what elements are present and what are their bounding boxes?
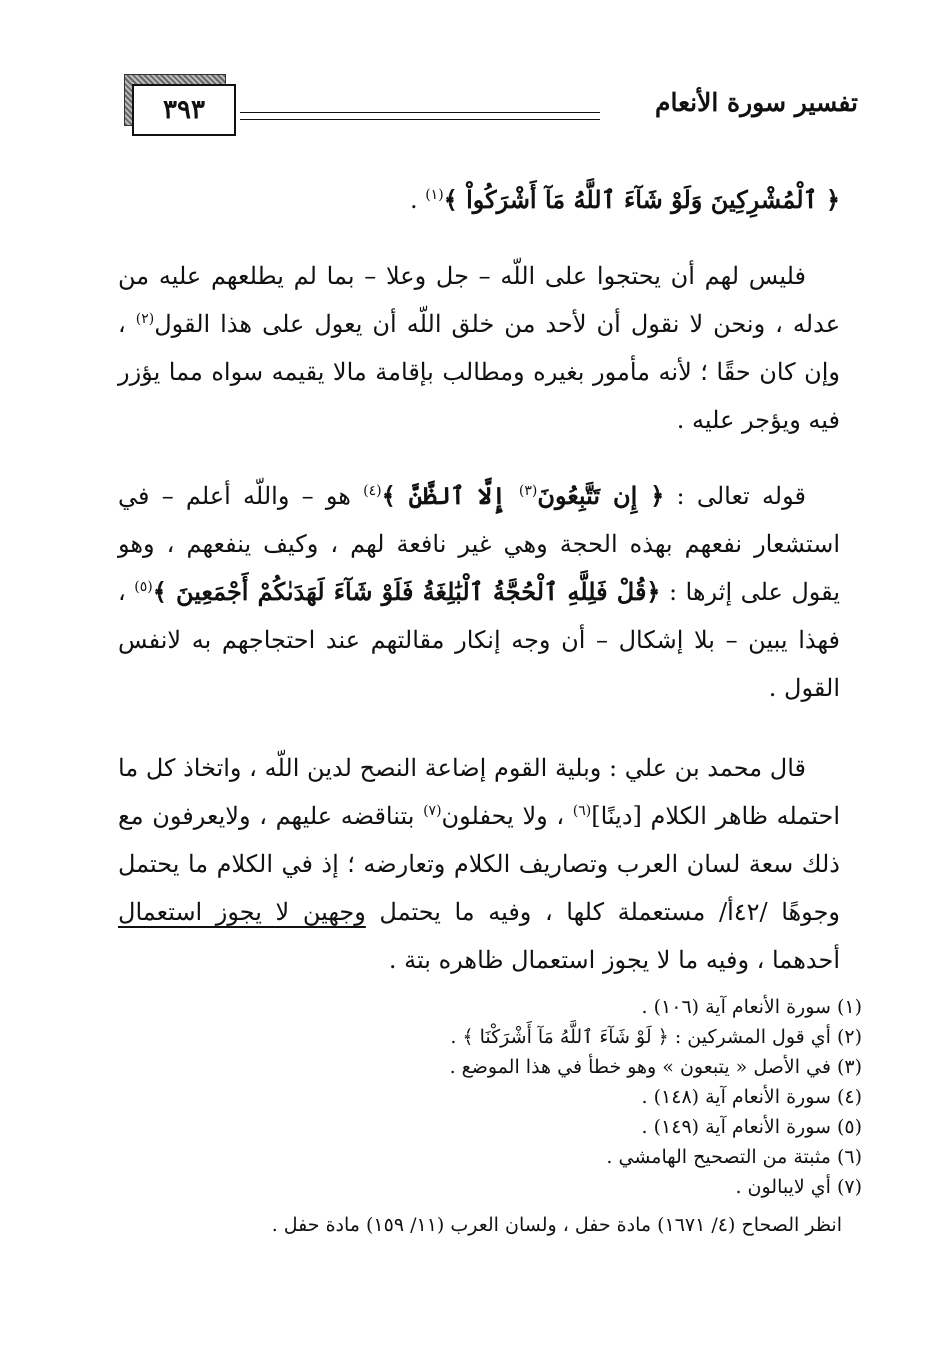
- paragraph-text: هو – واللّه أعلم – في استشعار نفعهم بهذه الحجة وهي غير نافعة لهم ، وكيف ينفعهم ، وهو يقول على إثرها :: [118, 482, 841, 606]
- underlined-text: وجهين لا يجوز استعمال: [118, 898, 366, 926]
- footnote: [132, 1022, 862, 1052]
- footnote: [132, 1172, 862, 1202]
- footnote-ref: (٢): [135, 311, 155, 327]
- paragraph-2: [118, 472, 840, 712]
- footnote-number: (٧): [836, 1176, 862, 1198]
- paragraph-text: قوله تعالى :: [664, 482, 806, 510]
- header-rule: [240, 112, 600, 120]
- footnote-number: (٥): [836, 1116, 862, 1138]
- quran-verse: ﴿ ٱلْمُشْرِكِينَ وَلَوْ شَآءَ ٱللَّهُ مَآ أَشْرَكُواْ ﴾: [443, 185, 840, 214]
- footnote-number: (٦): [836, 1146, 862, 1168]
- footnote-number: (٤): [836, 1086, 862, 1108]
- footnote-ref: (١): [425, 187, 444, 203]
- footnote: [132, 1052, 862, 1082]
- paragraph-text: ، فهذا يبين – بلا إشكال – أن وجه إنكار مقالتهم عند احتجاجهم به لانفس القول .: [118, 578, 840, 702]
- footnote-text: أي قول المشركين : ﴿ لَوْ شَآءَ ٱللَّهُ مَآ أَشْرَكْنَا ﴾ .: [450, 1026, 831, 1048]
- footnote-reference-note: انظر الصحاح (٤/ ١٦٧١) مادة حفل ، ولسان العرب (١١/ ١٥٩) مادة حفل .: [271, 1214, 842, 1236]
- paragraph-text: قال محمد بن علي : وبلية القوم إضاعة النصح لدين اللّه ، واتخاذ كل ما احتمله ظاهر الكلام [دينًا]: [118, 754, 840, 830]
- footnote-ref: (٣): [518, 483, 538, 499]
- footnote: [132, 992, 862, 1022]
- footnote-number: (١): [836, 996, 862, 1018]
- footnote-text: سورة الأنعام آية (١٤٨) .: [641, 1086, 831, 1108]
- quran-verse: ﴿ إِن تَتَّبِعُونَ: [537, 481, 665, 510]
- footnote-number: (٣): [836, 1056, 862, 1078]
- footnotes: [132, 992, 862, 1240]
- running-header-title: تفسير سورة الأنعام: [654, 88, 858, 117]
- footnote-ref: (٥): [134, 579, 153, 595]
- paragraph-text: ، ولا يحفلون: [441, 802, 573, 830]
- paragraph-text: فليس لهم أن يحتجوا على اللّه – جل وعلا – بما لم يطلعهم عليه من عدله ، ونحن لا نقول أن لأحد من خلق اللّه أن يعول على هذا القول: [118, 262, 841, 338]
- footnote-text: سورة الأنعام آية (١٠٦) .: [641, 996, 831, 1018]
- paragraph-3: [118, 744, 840, 984]
- quran-verse: ﴿قُلْ فَلِلَّهِ ٱلْحُجَّةُ ٱلْبَٰلِغَةُ فَلَوْ شَآءَ لَهَدَىٰكُمْ أَجْمَعِينَ ﴾: [152, 577, 661, 606]
- paragraph-text: بتناقضه عليهم ، ولايعرفون مع ذلك سعة لسان العرب وتصاريف الكلام وتعارضه ؛ إذ في الكلام ما يحتمل وجوهًا /٤٢أ/ مستعملة كلها ، وفيه ما يحتمل: [118, 802, 840, 926]
- footnote-text: في الأصل « يتبعون » وهو خطأ في هذا الموضع .: [449, 1056, 831, 1078]
- body-text: [118, 176, 840, 984]
- footnote-text: مثبتة من التصحيح الهامشي .: [606, 1146, 831, 1168]
- footnote: [132, 1112, 862, 1142]
- footnote-ref: (٧): [423, 803, 442, 819]
- footnote-ref: (٤): [363, 483, 382, 499]
- page-number: ٣٩٣: [132, 84, 236, 136]
- paragraph-1: [118, 252, 840, 444]
- paragraph-text: أحدهما ، وفيه ما لا يجوز استعمال ظاهره بتة .: [388, 946, 840, 974]
- footnote-number: (٢): [836, 1026, 862, 1048]
- footnote-text: أي لايبالون .: [735, 1176, 831, 1198]
- quran-verse: إِلَّا ٱلظَّنَّ ﴾: [381, 481, 519, 510]
- paragraph-text: ، وإن كان حقًا ؛ لأنه مأمور بغيره ومطالب بإقامة مالا يقيمه سواه مما يؤزر فيه ويؤجر عليه .: [118, 310, 840, 434]
- footnote-ref: (٦): [572, 803, 592, 819]
- footnote: [132, 1142, 862, 1172]
- paragraph-text: .: [409, 186, 426, 214]
- footnote: [132, 1082, 862, 1112]
- paragraph-verse-continuation: [118, 176, 840, 224]
- footnote-text: سورة الأنعام آية (١٤٩) .: [641, 1116, 831, 1138]
